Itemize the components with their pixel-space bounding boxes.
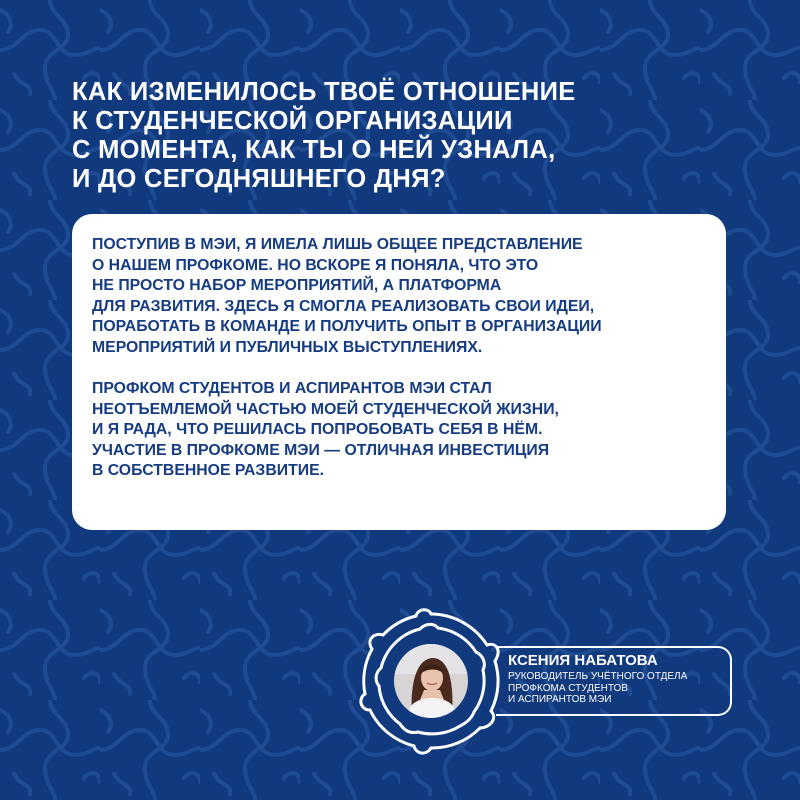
answer-line: О НАШЕМ ПРОФКОМЕ. НО ВСКОРЕ Я ПОНЯЛА, ЧТО ЭТО [92, 256, 539, 274]
answer-card [72, 214, 726, 530]
avatar [394, 644, 468, 718]
answer-line: ПОСТУПИВ В МЭИ, Я ИМЕЛА ЛИШЬ ОБЩЕЕ ПРЕДСТАВЛЕНИЕ [92, 236, 583, 253]
answer-line: МЕРОПРИЯТИЙ И ПУБЛИЧНЫХ ВЫСТУПЛЕНИЯХ. [92, 338, 483, 356]
author-role [508, 671, 687, 706]
author-role-line: РУКОВОДИТЕЛЬ УЧЁТНОГО ОТДЕЛА [508, 671, 688, 682]
author-badge [356, 606, 736, 756]
answer-paragraph-2 [92, 379, 706, 482]
answer-paragraph-1 [92, 235, 706, 358]
author-role-line: ПРОФКОМА СТУДЕНТОВ [508, 682, 628, 694]
answer-line: В СОБСТВЕННОЕ РАЗВИТИЕ. [92, 462, 325, 479]
author-name: КСЕНИЯ НАБАТОВА [508, 652, 658, 669]
heading-line: КАК ИЗМЕНИЛОСЬ ТВОЁ ОТНОШЕНИЕ [72, 78, 576, 106]
heading-line: С МОМЕНТА, КАК ТЫ О НЕЙ УЗНАЛА, [72, 136, 556, 164]
portrait-photo [394, 644, 468, 718]
answer-line: НЕ ПРОСТО НАБОР МЕРОПРИЯТИЙ, А ПЛАТФОРМА [92, 277, 502, 294]
heading-line: И ДО СЕГОДНЯШНЕГО ДНЯ? [72, 165, 446, 193]
answer-line: УЧАСТИЕ В ПРОФКОМЕ МЭИ — ОТЛИЧНАЯ ИНВЕСТИЦИЯ [92, 441, 550, 459]
author-role-line: И АСПИРАНТОВ МЭИ [508, 694, 612, 705]
answer-line: НЕОТЪЕМЛЕМОЙ ЧАСТЬЮ МОЕЙ СТУДЕНЧЕСКОЙ ЖИЗНИ, [92, 400, 559, 418]
answer-line: ДЛЯ РАЗВИТИЯ. ЗДЕСЬ Я СМОГЛА РЕАЛИЗОВАТЬ СВОИ ИДЕИ, [92, 297, 595, 315]
answer-line: ПОРАБОТАТЬ В КОМАНДЕ И ПОЛУЧИТЬ ОПЫТ В ОРГАНИЗАЦИИ [92, 318, 602, 335]
answer-line: И Я РАДА, ЧТО РЕШИЛАСЬ ПОПРОБОВАТЬ СЕБЯ В НЁМ. [92, 421, 543, 438]
question-heading [72, 78, 712, 194]
answer-line: ПРОФКОМ СТУДЕНТОВ И АСПИРАНТОВ МЭИ СТАЛ [92, 380, 492, 397]
heading-line: К СТУДЕНЧЕСКОЙ ОРГАНИЗАЦИИ [72, 107, 513, 135]
